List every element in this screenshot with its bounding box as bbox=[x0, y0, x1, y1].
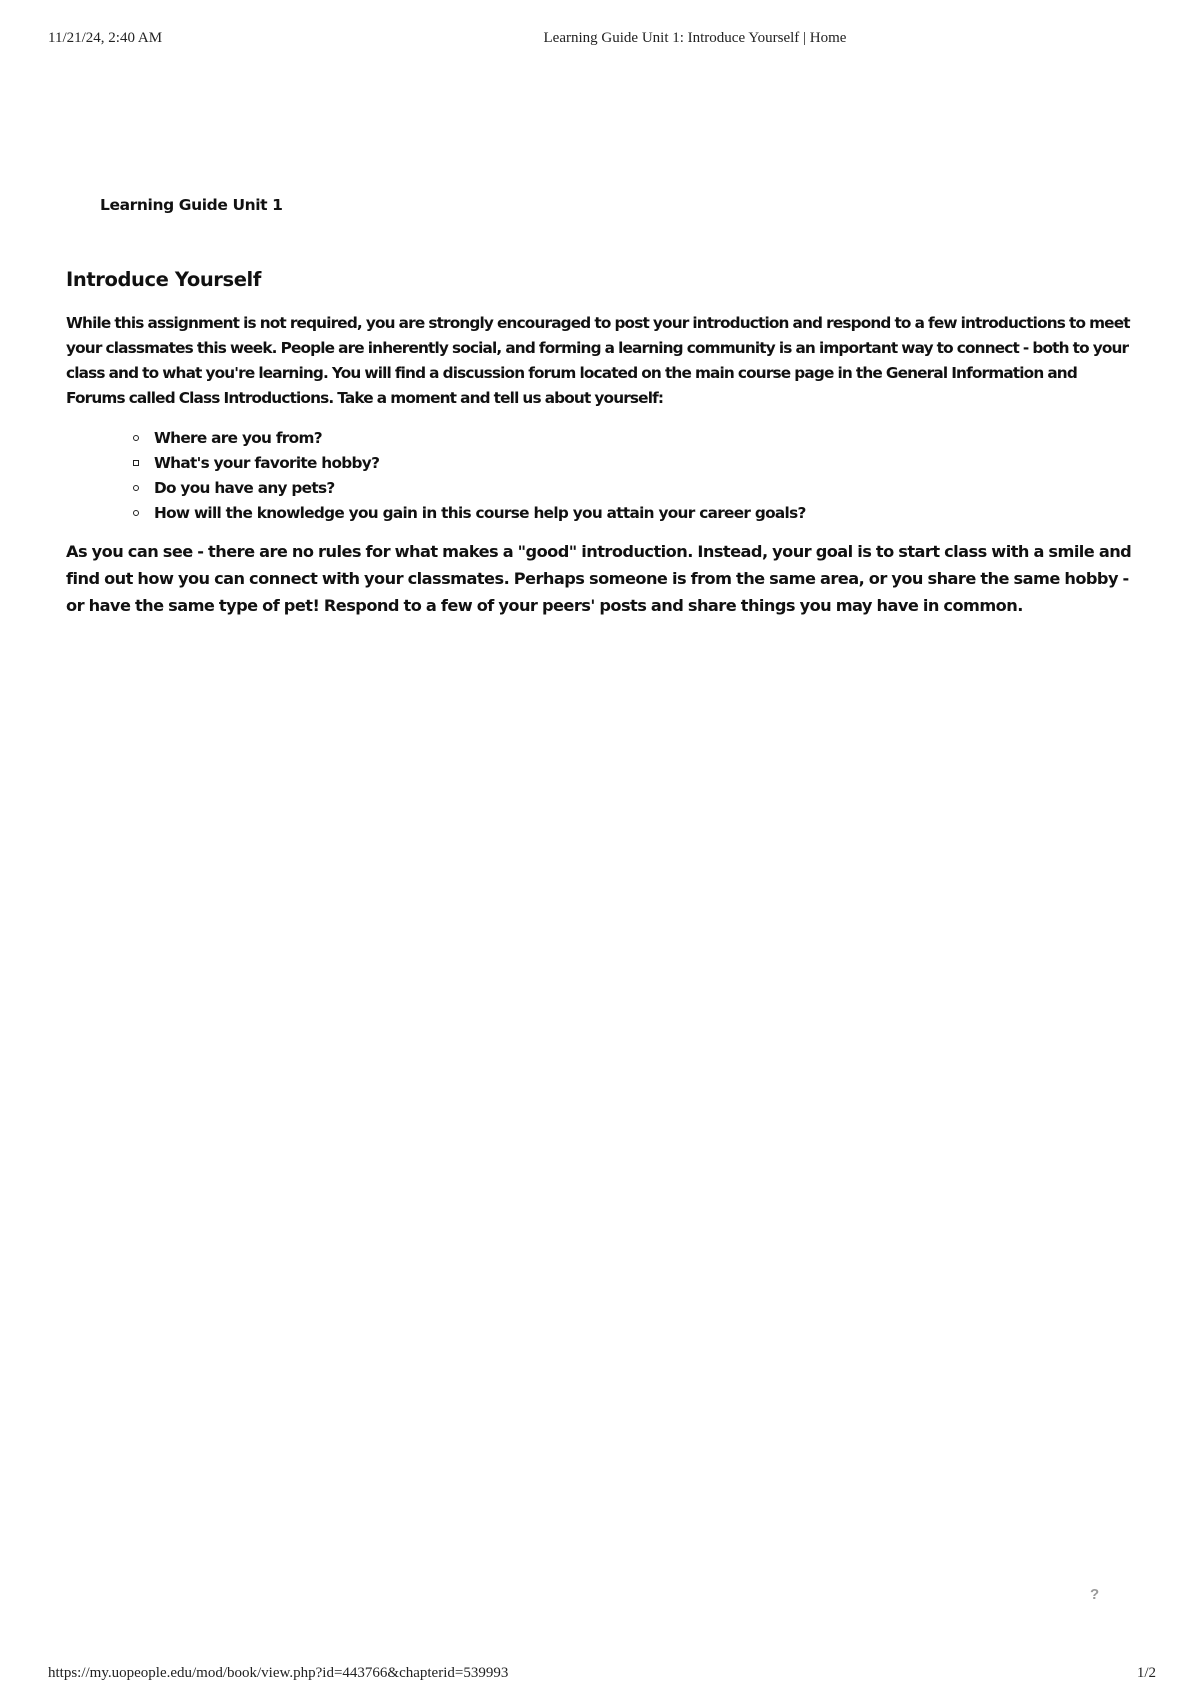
list-item-text: What's your favorite hobby? bbox=[154, 454, 380, 472]
help-icon[interactable]: ? bbox=[1090, 1586, 1100, 1603]
chapter-content bbox=[66, 268, 1136, 619]
closing-paragraph: As you can see - there are no rules for what makes a "good" introduction. Instead, your goal is to start class with a smile and find out how you can connect with your classmates. Perhaps someone is from the same area, or you share the same hobby - or have the same type of pet! Respond to a few of your peers' posts and share things you may have in common. bbox=[66, 542, 1132, 615]
print-header bbox=[0, 30, 1200, 54]
print-datetime: 11/21/24, 2:40 AM bbox=[48, 30, 163, 46]
print-url: https://my.uopeople.edu/mod/book/view.php?id=443766&chapterid=539993 bbox=[48, 1665, 509, 1681]
list-item-text: How will the knowledge you gain in this course help you attain your career goals? bbox=[154, 504, 806, 522]
list-item bbox=[154, 451, 1136, 476]
list-item bbox=[154, 476, 1136, 501]
intro-text: While this assignment is not required, you are strongly encouraged to post your introduction and respond to a few introductions to meet your classmates this week. People are inherently social, and forming a learning community is an important way to connect - both to your class and to what you're learning. You will find a discussion forum located on the main course page in the General Information and Forums called bbox=[66, 314, 1130, 407]
square-bullet-icon bbox=[133, 460, 139, 466]
circle-bullet-icon bbox=[133, 510, 139, 516]
intro-paragraph bbox=[66, 311, 1136, 411]
intro-text-end: . Take a moment and tell us about yourself: bbox=[328, 389, 664, 407]
list-item-text: Do you have any pets? bbox=[154, 479, 335, 497]
list-item bbox=[154, 501, 1136, 526]
circle-bullet-icon bbox=[133, 485, 139, 491]
circle-bullet-icon bbox=[133, 435, 139, 441]
breadcrumb[interactable]: Learning Guide Unit 1 bbox=[100, 196, 283, 214]
question-list bbox=[66, 426, 1136, 526]
list-item-text: Where are you from? bbox=[154, 429, 322, 447]
class-introductions-bold: Class Introductions bbox=[178, 389, 329, 407]
page-number: 1/2 bbox=[1136, 1665, 1156, 1681]
list-item bbox=[154, 426, 1136, 451]
chapter-heading: Introduce Yourself bbox=[66, 268, 261, 291]
print-page-title: Learning Guide Unit 1: Introduce Yourself | Home bbox=[543, 30, 847, 46]
